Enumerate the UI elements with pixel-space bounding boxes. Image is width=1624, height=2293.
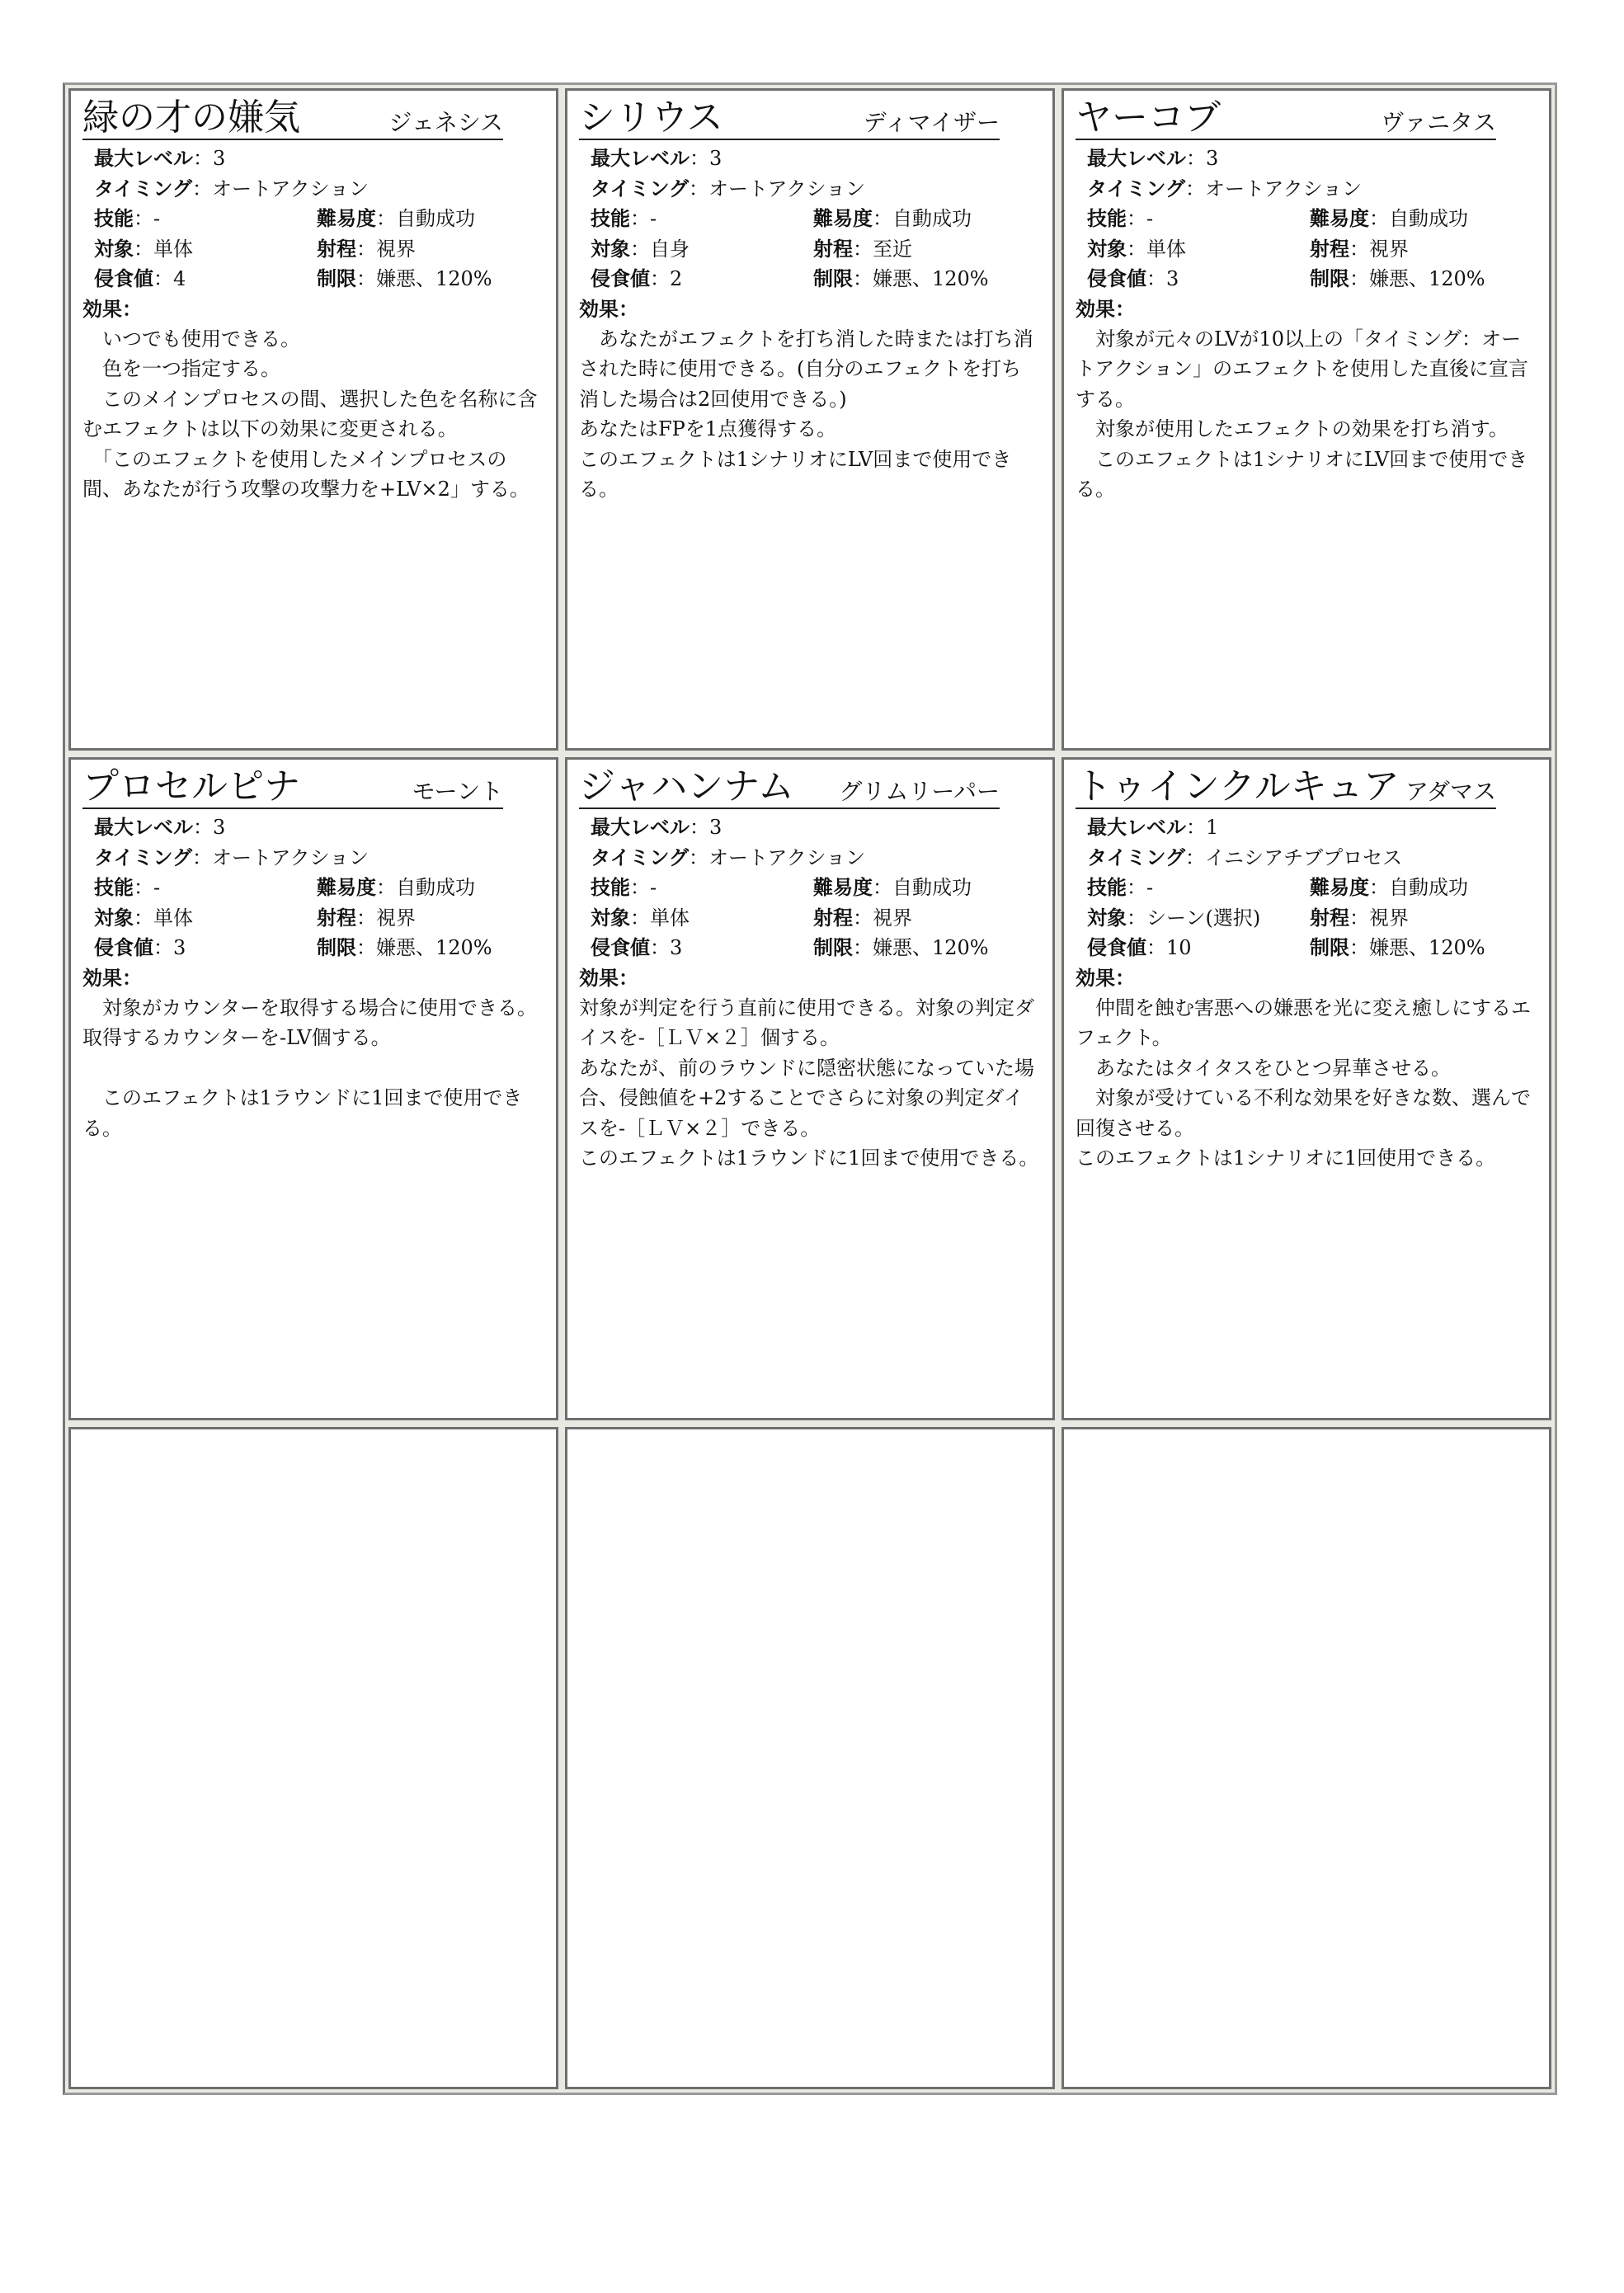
effect-card bbox=[565, 757, 1055, 1420]
card-stats bbox=[591, 812, 1041, 963]
erosion-label: 侵食値 bbox=[1087, 936, 1146, 960]
target-label: 対象 bbox=[591, 906, 630, 930]
difficulty-label: 難易度 bbox=[1310, 207, 1369, 230]
timing-value: ：イニシアチブプロセス bbox=[1185, 845, 1403, 869]
difficulty-value: ：自動成功 bbox=[1369, 207, 1468, 230]
skill-value: ：- bbox=[630, 207, 657, 230]
erosion-value: ：3 bbox=[1146, 267, 1179, 290]
difficulty-value: ：自動成功 bbox=[873, 876, 972, 900]
erosion-value: ：3 bbox=[650, 936, 683, 960]
card-syndrome: アダマス bbox=[1405, 778, 1496, 806]
max-level-value: ：1 bbox=[1186, 816, 1219, 840]
limit-label: 制限 bbox=[813, 267, 853, 290]
limit-value: ：嫌悪、120% bbox=[853, 267, 989, 290]
target-value: ：自身 bbox=[630, 237, 690, 261]
card-stats bbox=[94, 144, 544, 294]
effect-text bbox=[579, 993, 1041, 1174]
target-label: 対象 bbox=[94, 906, 134, 930]
effect-line: あなたはFPを1点獲得する。 bbox=[579, 417, 837, 440]
timing-label: タイミング bbox=[591, 177, 690, 200]
target-value: ：シーン(選択) bbox=[1127, 906, 1261, 930]
difficulty-label: 難易度 bbox=[317, 876, 376, 900]
effect-line: 対象が判定を行う直前に使用できる。対象の判定ダイスを-［ＬＶ×２］個する。 bbox=[579, 996, 1034, 1050]
effect-line: このメインプロセスの間、選択した色を名称に含むエフェクトは以下の効果に変更される。 bbox=[82, 387, 538, 440]
max-level-label: 最大レベル bbox=[591, 816, 690, 840]
max-level-value: ：3 bbox=[193, 816, 226, 840]
skill-value: ：- bbox=[1127, 876, 1154, 900]
effect-line: いつでも使用できる。 bbox=[82, 327, 300, 351]
timing-value: ：オートアクション bbox=[192, 845, 370, 869]
range-label: 射程 bbox=[317, 237, 356, 261]
max-level-label: 最大レベル bbox=[591, 147, 690, 170]
max-level-value: ：3 bbox=[690, 147, 723, 170]
target-value: ：単体 bbox=[1127, 237, 1186, 261]
effect-card bbox=[1061, 88, 1551, 751]
effect-line: 対象がカウンターを取得する場合に使用できる。取得するカウンターを-LV個する。 bbox=[82, 996, 538, 1050]
card-syndrome: ディマイザー bbox=[863, 109, 1000, 136]
skill-label: 技能 bbox=[591, 876, 630, 900]
effect-line bbox=[82, 1053, 544, 1084]
target-value: ：単体 bbox=[134, 237, 193, 261]
skill-value: ：- bbox=[134, 207, 161, 230]
card-header bbox=[82, 765, 503, 809]
difficulty-label: 難易度 bbox=[1310, 876, 1369, 900]
effect-line: 対象が元々のLVが10以上の「タイミング：オートアクション」のエフェクトを使用した直後に宣言する。 bbox=[1076, 327, 1528, 411]
card-header bbox=[1076, 96, 1496, 140]
timing-label: タイミング bbox=[591, 845, 690, 869]
effect-card bbox=[565, 88, 1055, 751]
limit-label: 制限 bbox=[1310, 936, 1349, 960]
effect-label: 効果： bbox=[579, 966, 638, 990]
card-header bbox=[579, 765, 1000, 809]
range-label: 射程 bbox=[317, 906, 356, 930]
card-stats bbox=[94, 812, 544, 963]
range-label: 射程 bbox=[813, 906, 853, 930]
effect-text bbox=[1076, 324, 1537, 505]
max-level-value: ：3 bbox=[690, 816, 723, 840]
effect-card bbox=[68, 88, 558, 751]
difficulty-value: ：自動成功 bbox=[376, 876, 475, 900]
effect-line: このエフェクトは1シナリオにLV回まで使用できる。 bbox=[1076, 447, 1528, 501]
empty-card bbox=[1061, 1427, 1551, 2089]
effect-label: 効果： bbox=[579, 297, 638, 321]
difficulty-label: 難易度 bbox=[317, 207, 376, 230]
skill-label: 技能 bbox=[591, 207, 630, 230]
difficulty-value: ：自動成功 bbox=[376, 207, 475, 230]
target-label: 対象 bbox=[1087, 906, 1127, 930]
erosion-label: 侵食値 bbox=[94, 267, 153, 290]
timing-label: タイミング bbox=[1087, 845, 1186, 869]
card-syndrome: ジェネシス bbox=[388, 109, 503, 136]
effect-line: あなたが、前のラウンドに隠密状態になっていた場合、侵蝕値を+2することでさらに対象の判定ダイスを-［ＬＶ×２］できる。 bbox=[579, 1056, 1034, 1140]
target-label: 対象 bbox=[94, 237, 134, 261]
skill-label: 技能 bbox=[94, 207, 134, 230]
effect-line: 対象が受けている不利な効果を好きな数、選んで回復させる。 bbox=[1076, 1086, 1531, 1140]
effect-label: 効果： bbox=[82, 966, 142, 990]
card-title: ジャハンナム bbox=[579, 765, 794, 808]
effect-line: あなたはタイタスをひとつ昇華させる。 bbox=[1076, 1056, 1452, 1080]
effect-text bbox=[82, 324, 544, 505]
erosion-value: ：10 bbox=[1146, 936, 1192, 960]
effect-card bbox=[68, 757, 558, 1420]
effect-line: 仲間を蝕む害悪への嫌悪を光に変え癒しにするエフェクト。 bbox=[1076, 996, 1531, 1050]
empty-card bbox=[565, 1427, 1055, 2089]
erosion-label: 侵食値 bbox=[591, 267, 650, 290]
difficulty-label: 難易度 bbox=[813, 207, 873, 230]
empty-card bbox=[68, 1427, 558, 2089]
timing-value: ：オートアクション bbox=[689, 177, 866, 200]
target-value: ：単体 bbox=[630, 906, 690, 930]
range-value: ：視界 bbox=[1349, 906, 1409, 930]
effect-card-sheet bbox=[63, 82, 1557, 2095]
range-value: ：視界 bbox=[853, 906, 912, 930]
card-syndrome: モーント bbox=[412, 778, 503, 806]
range-value: ：視界 bbox=[356, 237, 416, 261]
skill-label: 技能 bbox=[1087, 207, 1127, 230]
range-label: 射程 bbox=[813, 237, 853, 261]
effect-line: 対象が使用したエフェクトの効果を打ち消す。 bbox=[1076, 417, 1509, 440]
range-value: ：視界 bbox=[1349, 237, 1409, 261]
timing-label: タイミング bbox=[94, 177, 193, 200]
effect-line: このエフェクトは1ラウンドに1回まで使用できる。 bbox=[579, 1146, 1039, 1170]
target-label: 対象 bbox=[1087, 237, 1127, 261]
effect-line: 「このエフェクトを使用したメインプロセスの間、あなたが行う攻撃の攻撃力を+LV×2」する。 bbox=[82, 447, 530, 501]
skill-value: ：- bbox=[1127, 207, 1154, 230]
max-level-label: 最大レベル bbox=[94, 147, 193, 170]
limit-value: ：嫌悪、120% bbox=[1349, 267, 1485, 290]
card-stats bbox=[1087, 144, 1537, 294]
range-value: ：至近 bbox=[853, 237, 912, 261]
card-stats bbox=[1087, 812, 1537, 963]
max-level-label: 最大レベル bbox=[1087, 147, 1186, 170]
limit-value: ：嫌悪、120% bbox=[853, 936, 989, 960]
max-level-value: ：3 bbox=[193, 147, 226, 170]
erosion-label: 侵食値 bbox=[591, 936, 650, 960]
effect-text bbox=[579, 324, 1041, 505]
effect-line: このエフェクトは1シナリオにLV回まで使用できる。 bbox=[579, 447, 1012, 501]
effect-text bbox=[1076, 993, 1537, 1174]
card-title: シリウス bbox=[579, 97, 723, 139]
limit-label: 制限 bbox=[317, 936, 356, 960]
card-grid bbox=[68, 88, 1551, 2089]
erosion-label: 侵食値 bbox=[1087, 267, 1146, 290]
card-title: トゥインクルキュア bbox=[1076, 765, 1400, 808]
effect-line: このエフェクトは1シナリオに1回使用できる。 bbox=[1076, 1146, 1496, 1170]
erosion-value: ：3 bbox=[153, 936, 186, 960]
erosion-value: ：2 bbox=[650, 267, 683, 290]
effect-label: 効果： bbox=[1076, 297, 1135, 321]
effect-text bbox=[82, 993, 544, 1144]
target-value: ：単体 bbox=[134, 906, 193, 930]
card-syndrome: グリムリーパー bbox=[839, 778, 1000, 806]
range-label: 射程 bbox=[1310, 906, 1349, 930]
max-level-label: 最大レベル bbox=[1087, 816, 1186, 840]
card-header bbox=[82, 96, 503, 140]
card-header bbox=[579, 96, 1000, 140]
difficulty-label: 難易度 bbox=[813, 876, 873, 900]
skill-value: ：- bbox=[134, 876, 161, 900]
timing-label: タイミング bbox=[94, 845, 193, 869]
limit-label: 制限 bbox=[813, 936, 853, 960]
erosion-value: ：4 bbox=[153, 267, 186, 290]
target-label: 対象 bbox=[591, 237, 630, 261]
timing-value: ：オートアクション bbox=[192, 177, 370, 200]
limit-label: 制限 bbox=[317, 267, 356, 290]
max-level-label: 最大レベル bbox=[94, 816, 193, 840]
limit-value: ：嫌悪、120% bbox=[356, 267, 492, 290]
effect-line: このエフェクトは1ラウンドに1回まで使用できる。 bbox=[82, 1086, 523, 1140]
card-stats bbox=[591, 144, 1041, 294]
limit-value: ：嫌悪、120% bbox=[1349, 936, 1485, 960]
effect-label: 効果： bbox=[82, 297, 142, 321]
timing-value: ：オートアクション bbox=[1185, 177, 1363, 200]
difficulty-value: ：自動成功 bbox=[1369, 876, 1468, 900]
range-label: 射程 bbox=[1310, 237, 1349, 261]
card-title: 緑の才の嫌気 bbox=[82, 97, 300, 139]
range-value: ：視界 bbox=[356, 906, 416, 930]
skill-label: 技能 bbox=[94, 876, 134, 900]
limit-label: 制限 bbox=[1310, 267, 1349, 290]
limit-value: ：嫌悪、120% bbox=[356, 936, 492, 960]
card-title: プロセルピナ bbox=[82, 765, 300, 808]
max-level-value: ：3 bbox=[1186, 147, 1219, 170]
effect-line: 色を一つ指定する。 bbox=[82, 357, 280, 380]
effect-card bbox=[1061, 757, 1551, 1420]
card-syndrome: ヴァニタス bbox=[1381, 109, 1496, 136]
card-title: ヤーコブ bbox=[1076, 97, 1221, 139]
timing-value: ：オートアクション bbox=[689, 845, 866, 869]
card-header bbox=[1076, 765, 1496, 809]
effect-line: あなたがエフェクトを打ち消した時または打ち消された時に使用できる。(自分のエフェクトを打ち消した場合は2回使用できる。) bbox=[579, 327, 1033, 411]
skill-label: 技能 bbox=[1087, 876, 1127, 900]
erosion-label: 侵食値 bbox=[94, 936, 153, 960]
difficulty-value: ：自動成功 bbox=[873, 207, 972, 230]
timing-label: タイミング bbox=[1087, 177, 1186, 200]
skill-value: ：- bbox=[630, 876, 657, 900]
effect-label: 効果： bbox=[1076, 966, 1135, 990]
